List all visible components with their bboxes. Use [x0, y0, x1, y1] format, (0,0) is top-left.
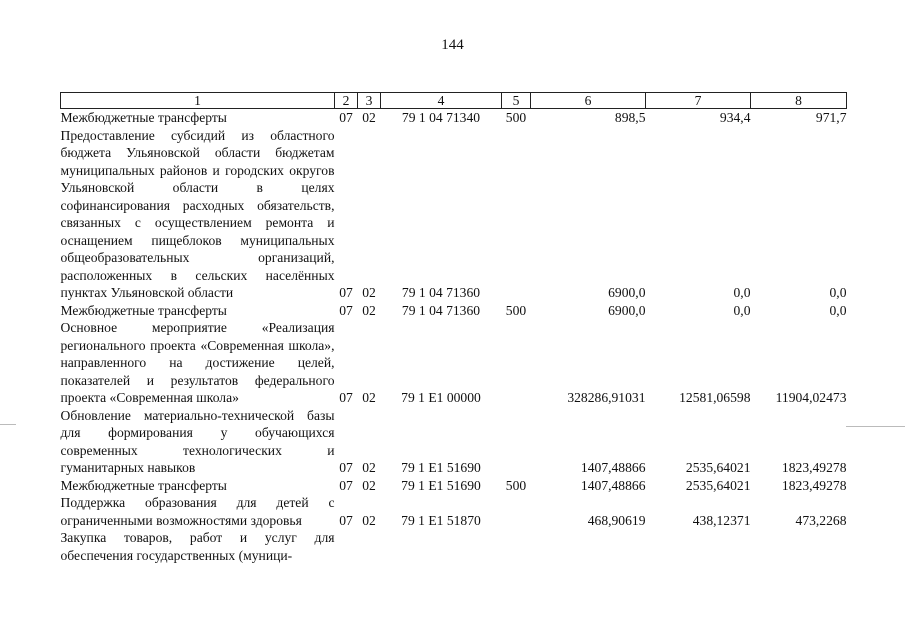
- row-name: Предоставление субсидий из областного бюджета Ульяновской области бюджетам муниципальных районов и городских округов Ульяновской области в целях софинансирования расходных обязательств, связанных с осуществлением ремонта и оснащением пищеблоков муниципальных общеобразовательных организаций, расположенных в сельских населённых пунктах Ульяновской области: [60, 127, 335, 300]
- row-section: 07: [339, 512, 353, 528]
- row-section: 07: [339, 460, 353, 475]
- row-section: 07: [339, 302, 353, 318]
- row-amount-3: 1823,49278: [781, 477, 847, 493]
- row-subsection: 02: [362, 512, 376, 528]
- row-subsection: 02: [362, 285, 376, 300]
- row-target-code: 79 1 E1 51690: [401, 460, 481, 475]
- page-number: 144: [441, 37, 464, 53]
- column-header: 1: [61, 93, 335, 109]
- column-header: 5: [502, 93, 531, 109]
- row-target-code: 79 1 E1 51690: [401, 477, 481, 493]
- scan-artifact-right: [846, 426, 905, 427]
- row-expense-type: [502, 494, 531, 529]
- row-target-code: 79 1 04 71340: [401, 110, 481, 125]
- row-target-code: 79 1 E1 51870: [401, 512, 481, 528]
- row-expense-type: [502, 407, 531, 477]
- row-amount-2: 0,0: [733, 285, 751, 300]
- table-row: [61, 529, 847, 564]
- row-name: Межбюджетные трансферты: [60, 110, 227, 125]
- row-amount-2: 934,4: [719, 110, 751, 125]
- row-subsection: 02: [362, 302, 376, 318]
- budget-table: [60, 92, 847, 564]
- column-header: 3: [358, 93, 381, 109]
- row-section: 07: [339, 110, 353, 125]
- table-row: [61, 302, 847, 320]
- row-name: Закупка товаров, работ и услуг для обеспечения государственных (муници-: [60, 530, 335, 563]
- row-amount-1: 1407,48866: [580, 477, 646, 493]
- column-header: 7: [646, 93, 751, 109]
- row-amount-3: 0,0: [829, 285, 847, 300]
- row-subsection: [358, 529, 381, 564]
- row-expense-type: 500: [505, 302, 527, 318]
- table-row: [61, 477, 847, 495]
- row-target-code: 79 1 04 71360: [401, 302, 481, 318]
- row-name: Межбюджетные трансферты: [60, 302, 227, 318]
- row-amount-2: 438,12371: [692, 512, 751, 528]
- row-amount-3: 11904,02473: [775, 390, 847, 405]
- column-header: 2: [335, 93, 358, 109]
- scan-artifact-left: [0, 424, 16, 425]
- row-amount-1: 468,90619: [587, 512, 646, 528]
- table-row: [61, 319, 847, 407]
- table-row: [61, 127, 847, 302]
- row-amount-2: 0,0: [733, 302, 751, 318]
- row-name: Обновление материально-технической базы для формирования у обучающихся современных технологических и гуманитарных навыков: [60, 407, 335, 475]
- row-target-code: [381, 529, 502, 564]
- table-header-row: [61, 93, 847, 109]
- row-expense-type: 500: [505, 110, 527, 125]
- column-header: 8: [751, 93, 847, 109]
- row-amount-1: 1407,48866: [580, 460, 646, 475]
- row-name: Межбюджетные трансферты: [60, 477, 227, 493]
- row-section: 07: [339, 285, 353, 300]
- row-expense-type: [502, 529, 531, 564]
- row-amount-2: 12581,06598: [679, 390, 751, 405]
- row-amount-3: 473,2268: [795, 512, 847, 528]
- row-amount-3: [751, 529, 847, 564]
- row-expense-type: [502, 319, 531, 407]
- row-amount-1: 328286,91031: [567, 390, 646, 405]
- row-name: Основное мероприятие «Реализация регионального проекта «Современная школа», направленного на достижение целей, показателей и результатов федерального проекта «Современная школа»: [60, 320, 335, 405]
- row-subsection: 02: [362, 110, 376, 125]
- row-amount-2: 2535,64021: [685, 477, 751, 493]
- row-expense-type: [502, 127, 531, 302]
- row-section: 07: [339, 477, 353, 493]
- table-row: [61, 407, 847, 477]
- table-row: [61, 494, 847, 529]
- row-amount-1: 6900,0: [608, 285, 646, 300]
- row-target-code: 79 1 E1 00000: [401, 390, 481, 405]
- row-amount-3: 971,7: [815, 110, 847, 125]
- row-section: 07: [339, 390, 353, 405]
- row-target-code: 79 1 04 71360: [401, 285, 481, 300]
- row-amount-1: 6900,0: [608, 302, 646, 318]
- row-expense-type: 500: [505, 477, 527, 493]
- row-section: [335, 529, 358, 564]
- row-amount-2: [646, 529, 751, 564]
- column-header: 6: [531, 93, 646, 109]
- row-amount-1: 898,5: [614, 110, 646, 125]
- row-amount-3: 1823,49278: [781, 460, 847, 475]
- column-header: 4: [381, 93, 502, 109]
- row-subsection: 02: [362, 477, 376, 493]
- row-name: Поддержка образования для детей с ограниченными возможностями здоровья: [60, 495, 335, 528]
- row-amount-1: [531, 529, 646, 564]
- row-subsection: 02: [362, 460, 376, 475]
- row-subsection: 02: [362, 390, 376, 405]
- row-amount-3: 0,0: [829, 302, 847, 318]
- row-amount-2: 2535,64021: [685, 460, 751, 475]
- table-row: [61, 109, 847, 127]
